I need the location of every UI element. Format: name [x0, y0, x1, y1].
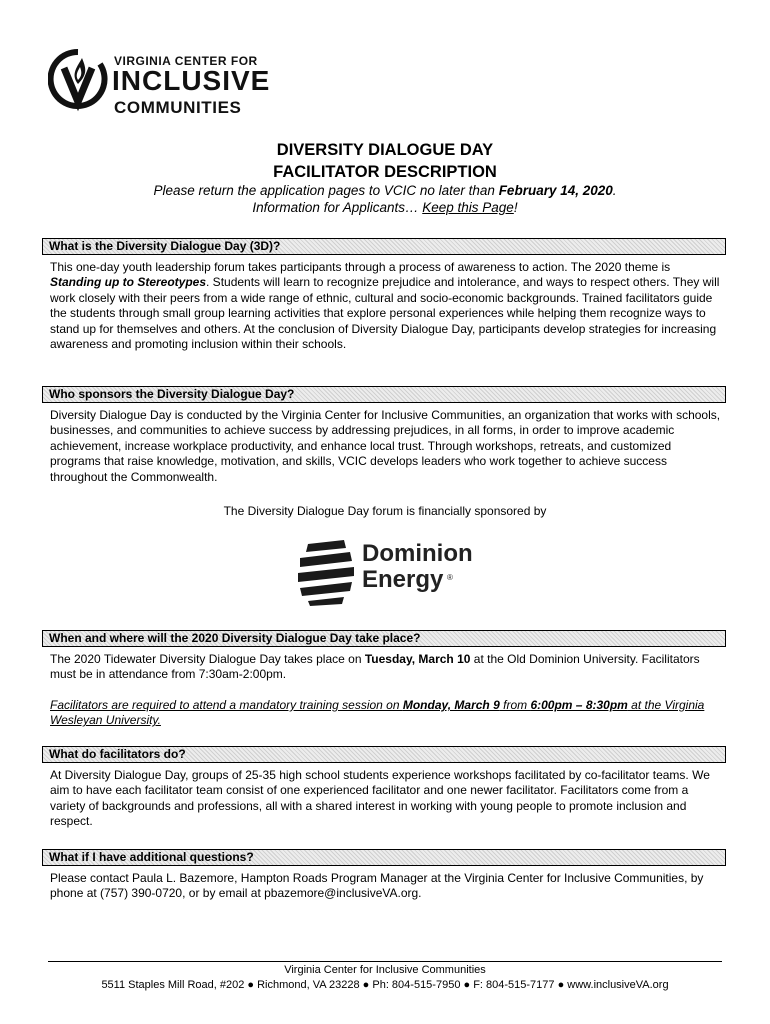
section-body-sponsors: Diversity Dialogue Day is conducted by the Virginia Center for Inclusive Communities, an organization that works with schools, businesses, and communities to achieve success by addressing prejudices, in all forms, in order to improve academic achievement, increase workplace productivity, and enhance local trust. Through workshops, retreats, and customized programs that raise knowledge, motivation, and skills, VCIC develops leaders who work together to achieve success throughout the Commonwealth.	[50, 408, 721, 484]
section-heading-questions: What if I have additional questions?	[42, 849, 726, 866]
section-body-questions: Please contact Paula L. Bazemore, Hampton Roads Program Manager at the Virginia Center for Inclusive Communities, by phone at (757) 390-0720, or by email at pbazemore@inclusiveVA.org.	[50, 871, 704, 901]
logo-text-line1: VIRGINIA CENTER FOR	[114, 54, 258, 68]
section-heading-what: What is the Diversity Dialogue Day (3D)?	[42, 238, 726, 255]
event-date: Tuesday, March 10	[364, 652, 471, 666]
return-deadline: February 14, 2020	[498, 183, 613, 198]
section-body-what: This one-day youth leadership forum takes participants through a process of awareness to action. The 2020 theme is Standing up to Stereotypes. Students will learn to recognize prejudice and intolerance, and ways to respect others. They will work closely with their peers from a wide range of ethnic, cultural and socio-economic backgrounds. Trained facilitators guide the students through small group learning activities that explore personal experiences while helping them recognize ways to stand up for themselves and others. At the conclusion of Diversity Dialogue Day, participants develop strategies for increasing awareness and promoting inclusion within their schools.	[50, 260, 720, 352]
section-heading-sponsors: Who sponsors the Diversity Dialogue Day?	[42, 386, 726, 403]
section-body-when: The 2020 Tidewater Diversity Dialogue Day takes place on Tuesday, March 10 at the Old Dominion University. Facilitators must be in attendance from 7:30am-2:00pm.	[50, 652, 700, 682]
logo-text-line2: INCLUSIVE	[112, 65, 271, 96]
training-time: 6:00pm – 8:30pm	[530, 698, 628, 712]
footer-org-name: Virginia Center for Inclusive Communities	[284, 964, 486, 976]
vcic-logo	[48, 40, 271, 120]
vcic-logo-mark-icon	[48, 44, 108, 116]
page-title: DIVERSITY DIALOGUE DAY	[276, 141, 494, 159]
theme-name: Standing up to Stereotypes	[50, 275, 207, 290]
section-heading-when: When and where will the 2020 Diversity Dialogue Day take place?	[42, 630, 726, 647]
training-requirement: Facilitators are required to attend a mandatory training session on Monday, March 9 from 6:00pm – 8:30pm at the Virginia Wesleyan University.	[50, 698, 705, 728]
section-heading-do: What do facilitators do?	[42, 746, 726, 763]
dominion-energy-logo	[290, 528, 485, 614]
footer-contact-line: 5511 Staples Mill Road, #202 ● Richmond, VA 23228 ● Ph: 804-515-7950 ● F: 804-515-7177 ● www.inclusiveVA.org	[101, 979, 669, 991]
dominion-logo-word1: Dominion	[362, 540, 473, 567]
section-body-do: At Diversity Dialogue Day, groups of 25-35 high school students experience workshops facilitated by co-facilitator teams. We aim to have each facilitator team consist of one experienced facilitator and one newer facilitator. Facilitators come from a variety of backgrounds and professions, all with a shared interest in working with young people to promote inclusion and respect.	[50, 768, 710, 829]
dominion-logo-word2: Energy	[362, 566, 444, 593]
logo-text-line3: COMMUNITIES	[114, 98, 242, 117]
page-subtitle-title: FACILITATOR DESCRIPTION	[273, 163, 497, 181]
registered-mark: ®	[447, 573, 453, 582]
keep-page-note: Keep this Page	[422, 200, 514, 215]
sponsor-line: The Diversity Dialogue Day forum is financially sponsored by	[223, 504, 547, 518]
return-instructions: Please return the application pages to VCIC no later than February 14, 2020.	[153, 183, 617, 198]
training-date: Monday, March 9	[402, 698, 500, 712]
applicant-info-note: Information for Applicants… Keep this Page!	[252, 200, 518, 215]
dominion-energy-mark-icon	[294, 538, 358, 608]
footer-divider	[48, 961, 722, 962]
